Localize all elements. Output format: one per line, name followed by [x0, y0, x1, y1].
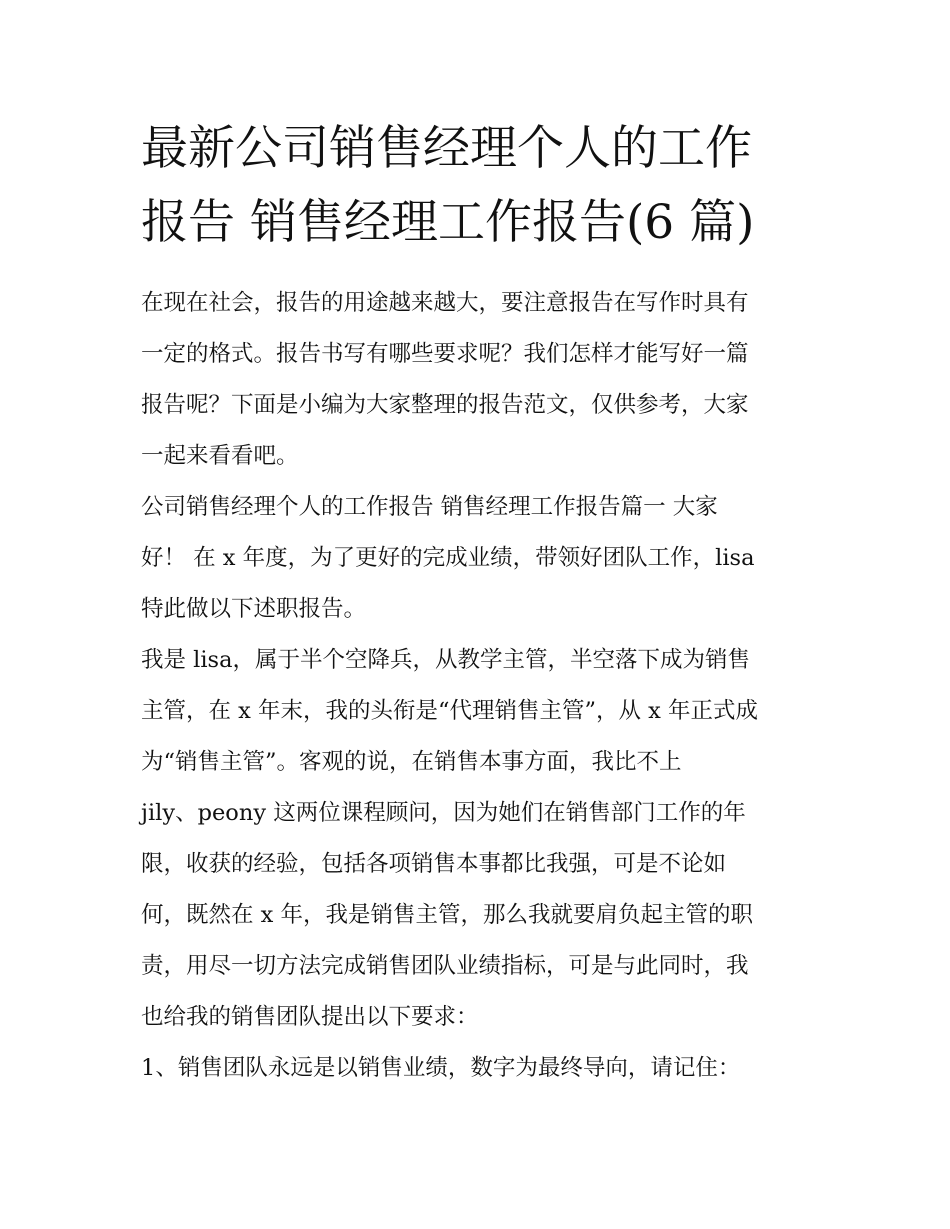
paragraph-line: 为“销售主管”。客观的说，在销售本事方面，我比不上 — [141, 749, 682, 775]
paragraph-line: 一定的格式。报告书写有哪些要求呢？我们怎样才能写好一篇 — [141, 341, 749, 367]
paragraph-line: 何，既然在 x 年，我是销售主管，那么我就要肩负起主管的职 — [141, 902, 753, 928]
paragraph-line: jily、peony 这两位课程顾问，因为她们在销售部门工作的年 — [141, 800, 746, 826]
paragraph-line: 我是 lisa，属于半个空降兵，从教学主管，半空落下成为销售 — [141, 647, 751, 673]
body-paragraph — [141, 635, 813, 1043]
document-title — [141, 112, 813, 260]
paragraph-line: 在现在社会，报告的用途越来越大，要注意报告在写作时具有 — [141, 290, 749, 316]
paragraph-line: 报告呢？下面是小编为大家整理的报告范文，仅供参考，大家 — [141, 392, 749, 418]
section-heading-paragraph — [141, 482, 813, 635]
paragraph-line: 1、销售团队永远是以销售业绩，数字为最终导向，请记住： — [141, 1055, 741, 1081]
paragraph-line: 好！ 在 x 年度，为了更好的完成业绩，带领好团队工作，lisa — [141, 545, 755, 571]
paragraph-line: 主管，在 x 年末，我的头衔是“代理销售主管”，从 x 年正式成 — [141, 698, 758, 724]
document-body — [141, 112, 813, 1094]
paragraph-line: 一起来看看吧。 — [141, 443, 299, 469]
paragraph-line: 限，收获的经验，包括各项销售本事都比我强，可是不论如 — [141, 851, 727, 877]
title-line: 报告 销售经理工作报告(6 篇) — [141, 195, 755, 250]
paragraph-line: 公司销售经理个人的工作报告 销售经理工作报告篇一 大家 — [141, 494, 718, 520]
paragraph-line: 特此做以下述职报告。 — [141, 596, 367, 622]
intro-paragraph — [141, 278, 813, 482]
list-item-paragraph — [141, 1043, 813, 1094]
paragraph-line: 也给我的销售团队提出以下要求： — [141, 1004, 479, 1030]
paragraph-line: 责，用尽一切方法完成销售团队业绩指标，可是与此同时，我 — [141, 953, 749, 979]
title-line: 最新公司销售经理个人的工作 — [141, 121, 752, 176]
